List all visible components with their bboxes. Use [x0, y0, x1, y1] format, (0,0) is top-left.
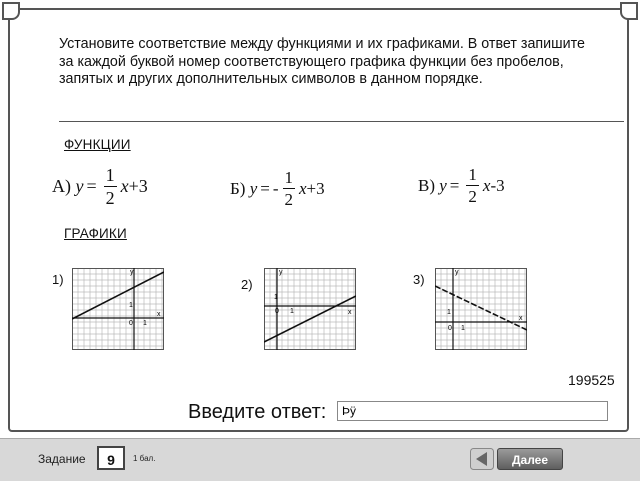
graph-1 [72, 268, 164, 350]
graph-2-one-y: 1 [274, 294, 278, 301]
graph-3-one-y: 1 [447, 309, 451, 316]
function-v-letter: В) [418, 175, 435, 195]
function-b-num: 1 [284, 168, 293, 187]
function-b-fraction [283, 169, 296, 208]
function-a-lhs: y [75, 176, 84, 196]
function-b [230, 169, 325, 208]
graph-3-zero: 0 [448, 325, 452, 332]
function-v-rest: -3 [490, 175, 505, 195]
answer-prompt: Введите ответ: [188, 401, 327, 423]
function-v-num: 1 [468, 165, 477, 184]
function-a-den: 2 [105, 188, 115, 208]
function-a [52, 166, 148, 207]
graph-3-one-x: 1 [461, 325, 465, 332]
card-corner-top-left [2, 2, 20, 20]
function-a-num: 1 [105, 165, 115, 185]
graph-3 [435, 268, 527, 350]
task-code: 199525 [568, 372, 615, 388]
function-v-fraction [466, 166, 479, 205]
graph-1-one-y: 1 [129, 302, 133, 309]
divider [59, 121, 624, 122]
function-a-var: x [120, 176, 129, 196]
graph-2-y-label: y [279, 269, 283, 276]
graph-1-grid [72, 268, 164, 350]
function-a-rest: +3 [128, 176, 148, 196]
next-button[interactable]: Далее [497, 448, 563, 470]
function-v-lhs: y [439, 175, 447, 195]
points-label: 1 бал. [133, 454, 156, 463]
graph-2-label: 2) [241, 277, 253, 292]
graph-3-x-label: x [519, 315, 523, 322]
graphs-heading: ГРАФИКИ [64, 226, 127, 241]
graph-2-one-x: 1 [290, 308, 294, 315]
answer-input[interactable] [337, 401, 608, 421]
graph-1-zero: 0 [129, 320, 133, 327]
graph-2 [264, 268, 356, 350]
function-b-lhs: y [249, 178, 258, 198]
function-b-var: x [299, 178, 307, 198]
graph-1-x-label: x [157, 311, 161, 318]
function-b-sign: - [272, 178, 279, 198]
function-b-eq: = [260, 178, 270, 198]
function-b-rest: +3 [306, 178, 325, 198]
graph-3-label: 3) [413, 272, 425, 287]
task-number: 9 [97, 446, 125, 470]
function-a-fraction [104, 166, 117, 207]
function-a-eq: = [86, 176, 97, 196]
function-a-letter: А) [52, 176, 71, 196]
function-v-var: x [482, 175, 491, 195]
function-b-den: 2 [284, 190, 293, 209]
graph-2-x-label: x [348, 309, 352, 316]
graph-1-one-x: 1 [143, 320, 147, 327]
function-v [418, 166, 505, 205]
task-text: Установите соответствие между функциями и их графиками. В ответ запишите за каждой буквой номер соответствующего графика функции без пробелов, запятых и других дополнительных символов в данном порядке. [59, 36, 585, 87]
functions-heading: ФУНКЦИИ [64, 137, 131, 152]
graph-1-y-label: y [130, 269, 134, 276]
graph-2-zero: 0 [275, 308, 279, 315]
back-arrow-icon[interactable] [470, 448, 494, 470]
graph-1-label: 1) [52, 272, 64, 287]
function-b-letter: Б) [230, 178, 246, 198]
task-label: Задание [38, 452, 86, 466]
function-v-eq: = [449, 175, 460, 195]
card-corner-top-right [620, 2, 638, 20]
graph-3-y-label: y [455, 269, 459, 276]
function-v-den: 2 [468, 187, 477, 206]
